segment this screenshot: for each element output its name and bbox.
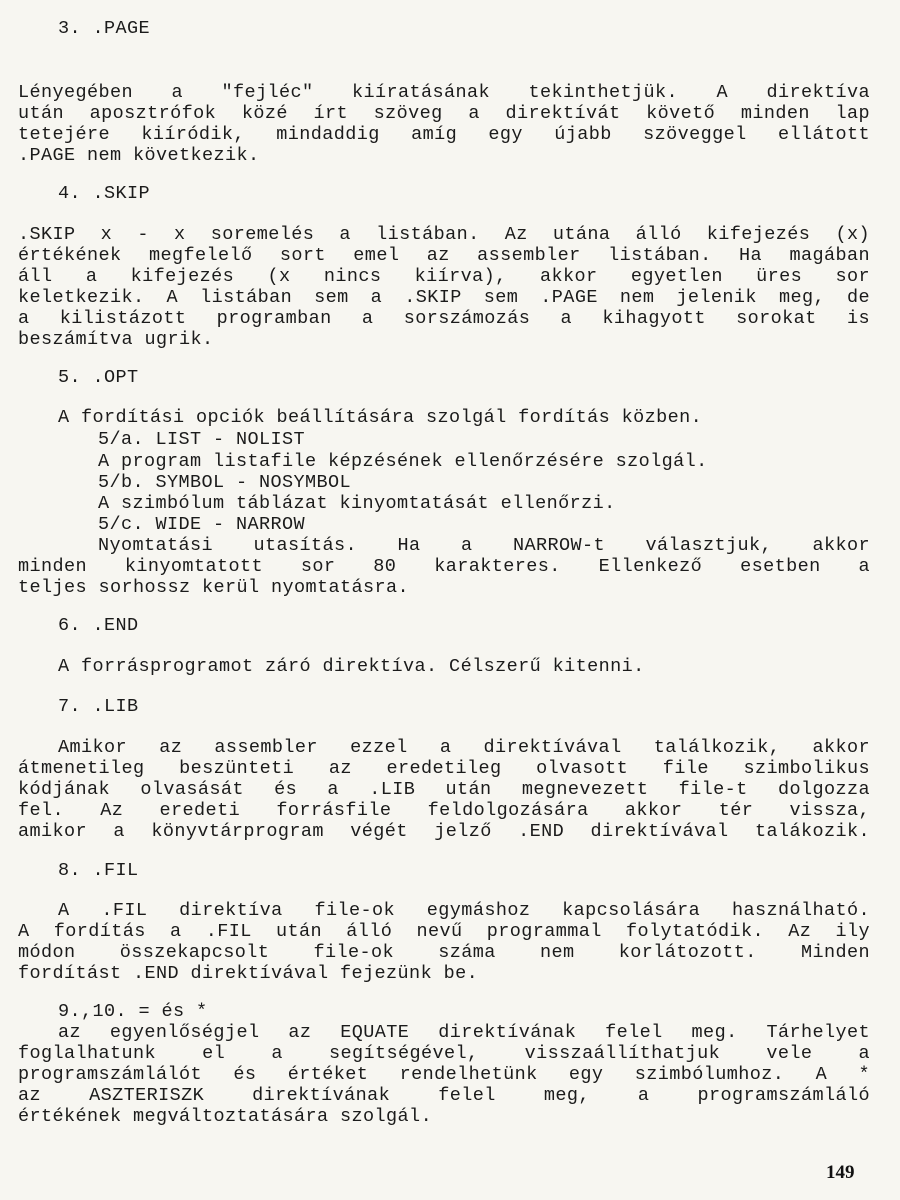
body-line: programszámlálót és értéket rendelhetünk egy szimbólumhoz. A * [18, 1064, 870, 1085]
body-line: fordítást .END direktívával fejezünk be. [18, 963, 479, 984]
body-line: teljes sorhossz kerül nyomtatásra. [18, 577, 410, 598]
body-line: átmenetileg beszünteti az eredetileg olvasott file szimbolikus [18, 758, 870, 779]
body-line: értékének megfelelő sort emel az assembler listában. Ha magában [18, 245, 870, 266]
section-heading: 7. .LIB [58, 696, 139, 717]
body-line: .SKIP x - x soremelés a listában. Az utána álló kifejezés (x) [18, 224, 870, 245]
body-line: foglalhatunk el a segítségével, visszaállíthatjuk vele a [18, 1043, 870, 1064]
body-line: A program listafile képzésének ellenőrzésére szolgál. [98, 451, 708, 472]
body-line: kódjának olvasását és a .LIB után megnevezett file-t dolgozza [18, 779, 870, 800]
body-line: Lényegében a "fejléc" kiíratásának tekinthetjük. A direktíva [18, 82, 870, 103]
body-line: A szimbólum táblázat kinyomtatását ellenőrzi. [98, 493, 616, 514]
body-line: Amikor az assembler ezzel a direktívával találkozik, akkor [58, 737, 870, 758]
body-line: A forrásprogramot záró direktíva. Célszerű kitenni. [58, 656, 645, 677]
section-heading: 5. .OPT [58, 367, 139, 388]
section-heading: 8. .FIL [58, 860, 139, 881]
body-line: fel. Az eredeti forrásfile feldolgozására akkor tér vissza, [18, 800, 870, 821]
sub-option-label: 5/a. LIST - NOLIST [98, 429, 306, 450]
body-line: keletkezik. A listában sem a .SKIP sem .PAGE nem jelenik meg, de [18, 287, 870, 308]
section-heading: 6. .END [58, 615, 139, 636]
body-line: után aposztrófok közé írt szöveg a direktívát követő minden lap [18, 103, 870, 124]
body-line: az ASZTERISZK direktívának felel meg, a programszámláló [18, 1085, 870, 1106]
sub-option-label: 5/b. SYMBOL - NOSYMBOL [98, 472, 352, 493]
body-line: Nyomtatási utasítás. Ha a NARROW-t választjuk, akkor [98, 535, 870, 556]
body-line: A .FIL direktíva file-ok egymáshoz kapcsolására használható. [58, 900, 870, 921]
body-line: .PAGE nem következik. [18, 145, 260, 166]
body-line: beszámítva ugrik. [18, 329, 214, 350]
body-line: az egyenlőségjel az EQUATE direktívának felel meg. Tárhelyet [58, 1022, 870, 1043]
body-line: módon összekapcsolt file-ok száma nem korlátozott. Minden [18, 942, 870, 963]
body-line: amikor a könyvtárprogram végét jelző .END direktívával talákozik. [18, 821, 870, 842]
section-heading: 9.,10. = és * [58, 1001, 208, 1022]
body-line: áll a kifejezés (x nincs kiírva), akkor egyetlen üres sor [18, 266, 870, 287]
body-line: tetejére kiíródik, mindaddig amíg egy újabb szöveggel ellátott [18, 124, 870, 145]
body-line: A fordítás a .FIL után álló nevű programmal folytatódik. Az ily [18, 921, 870, 942]
sub-option-label: 5/c. WIDE - NARROW [98, 514, 306, 535]
page-number: 149 [826, 1162, 855, 1183]
body-line: értékének megváltoztatására szolgál. [18, 1106, 433, 1127]
body-line: minden kinyomtatott sor 80 karakteres. Ellenkező esetben a [18, 556, 870, 577]
section-heading: 3. .PAGE [58, 18, 151, 39]
section-heading: 4. .SKIP [58, 183, 151, 204]
body-line: A fordítási opciók beállítására szolgál fordítás közben. [58, 407, 703, 428]
body-line: a kilistázott programban a sorszámozás a kihagyott sorokat is [18, 308, 870, 329]
